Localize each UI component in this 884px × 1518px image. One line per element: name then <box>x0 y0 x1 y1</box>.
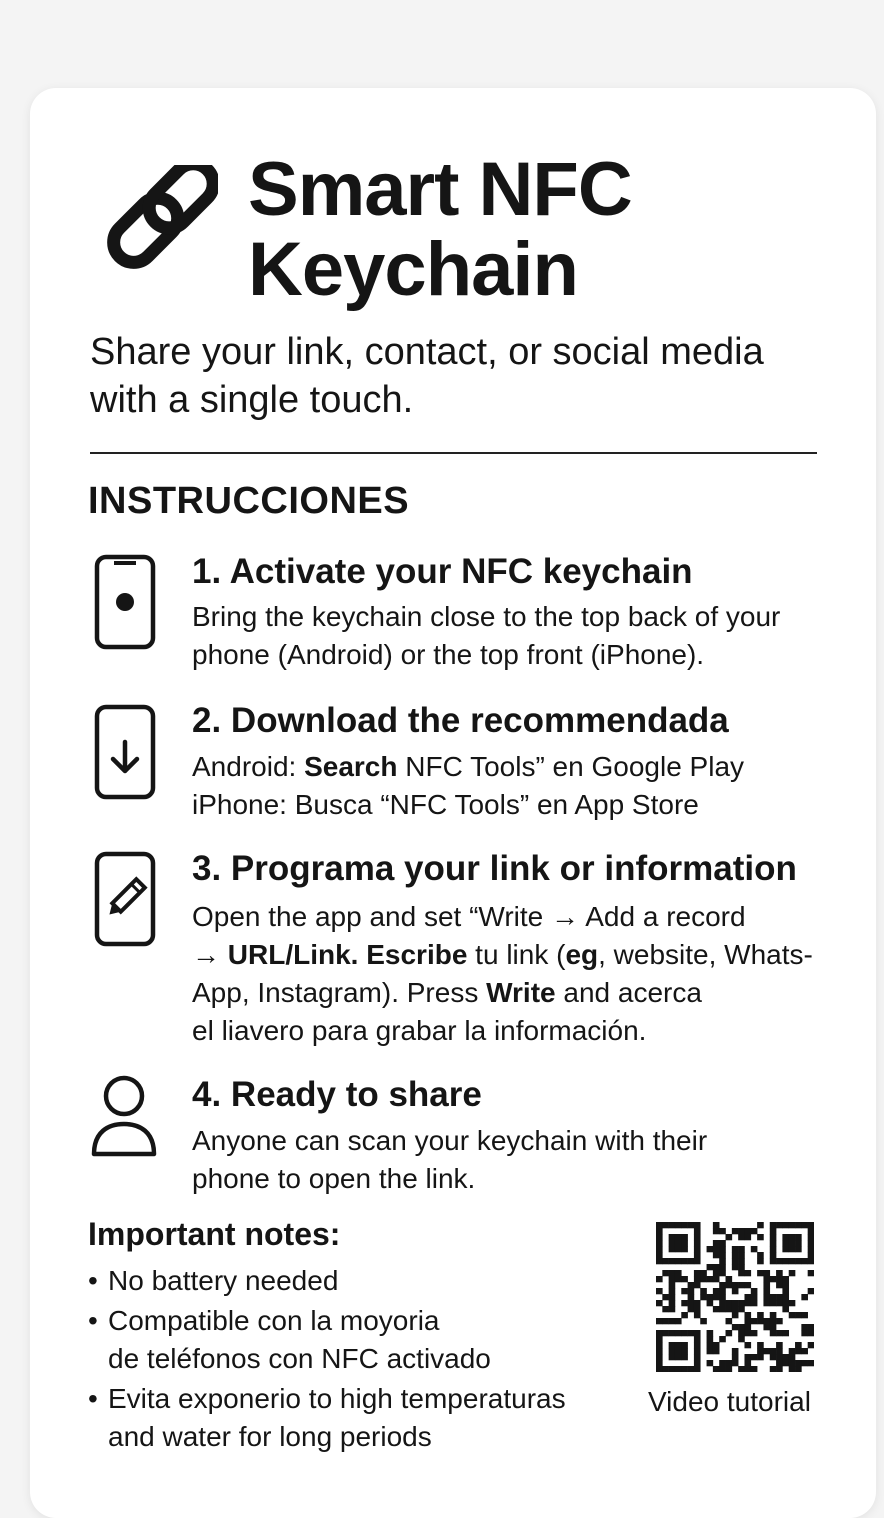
bullet: • <box>88 1265 98 1296</box>
note-3-line-2: and water for long periods <box>108 1421 432 1452</box>
step-1-line-2: phone (Android) or the top front (iPhone). <box>192 639 705 670</box>
step-3-title: 3. Programa your link or information <box>192 849 797 888</box>
step-3-line-3: App, Instagram). Press Write and acerca <box>192 977 702 1008</box>
step-1-title: 1. Activate your NFC keychain <box>192 552 693 591</box>
step-4-line-2: phone to open the link. <box>192 1163 476 1194</box>
download-phone-icon <box>94 704 156 800</box>
step-3-line-2: → URL/Link. Escribe tu link (eg, website, Whats- <box>192 939 813 970</box>
edit-phone-icon <box>94 851 156 947</box>
step-4-title: 4. Ready to share <box>192 1075 482 1114</box>
step-4-line-1: Anyone can scan your keychain with their <box>192 1125 708 1156</box>
section-heading: INSTRUCCIONES <box>88 480 410 522</box>
note-3-line-1: Evita exponerio to high temperaturas <box>108 1383 566 1414</box>
step-3-line-1: Open the app and set “Write → Add a record <box>192 901 746 932</box>
link-chain-icon <box>88 165 218 287</box>
subtitle <box>90 328 820 424</box>
note-2-line-1: Compatible con la moyoria <box>108 1305 440 1336</box>
title-line-1: Smart NFC <box>248 147 632 232</box>
phone-icon <box>94 554 156 650</box>
note-2-line-2: de teléfonos con NFC activado <box>108 1343 491 1374</box>
note-1-line-1: No battery needed <box>108 1265 339 1296</box>
title-line-2: Keychain <box>248 227 578 312</box>
user-icon <box>90 1074 158 1158</box>
step-3-line-4: el liavero para grabar la información. <box>192 1015 647 1046</box>
subtitle-line-2: with a single touch. <box>90 379 414 421</box>
qr-code-icon[interactable] <box>656 1222 814 1377</box>
divider <box>90 452 817 454</box>
step-2-line-1: Android: Search NFC Tools” en Google Play <box>192 751 745 782</box>
bullet: • <box>88 1305 98 1336</box>
step-2-line-2: iPhone: Busca “NFC Tools” en App Store <box>192 789 699 820</box>
step-1-line-1: Bring the keychain close to the top back of your <box>192 601 781 632</box>
subtitle-line-1: Share your link, contact, or social media <box>90 331 764 373</box>
notes-title: Important notes: <box>88 1216 341 1252</box>
qr-caption: Video tutorial <box>648 1386 811 1417</box>
page-title <box>248 147 632 312</box>
step-2-title: 2. Download the recommendada <box>192 701 729 740</box>
bullet: • <box>88 1383 98 1414</box>
